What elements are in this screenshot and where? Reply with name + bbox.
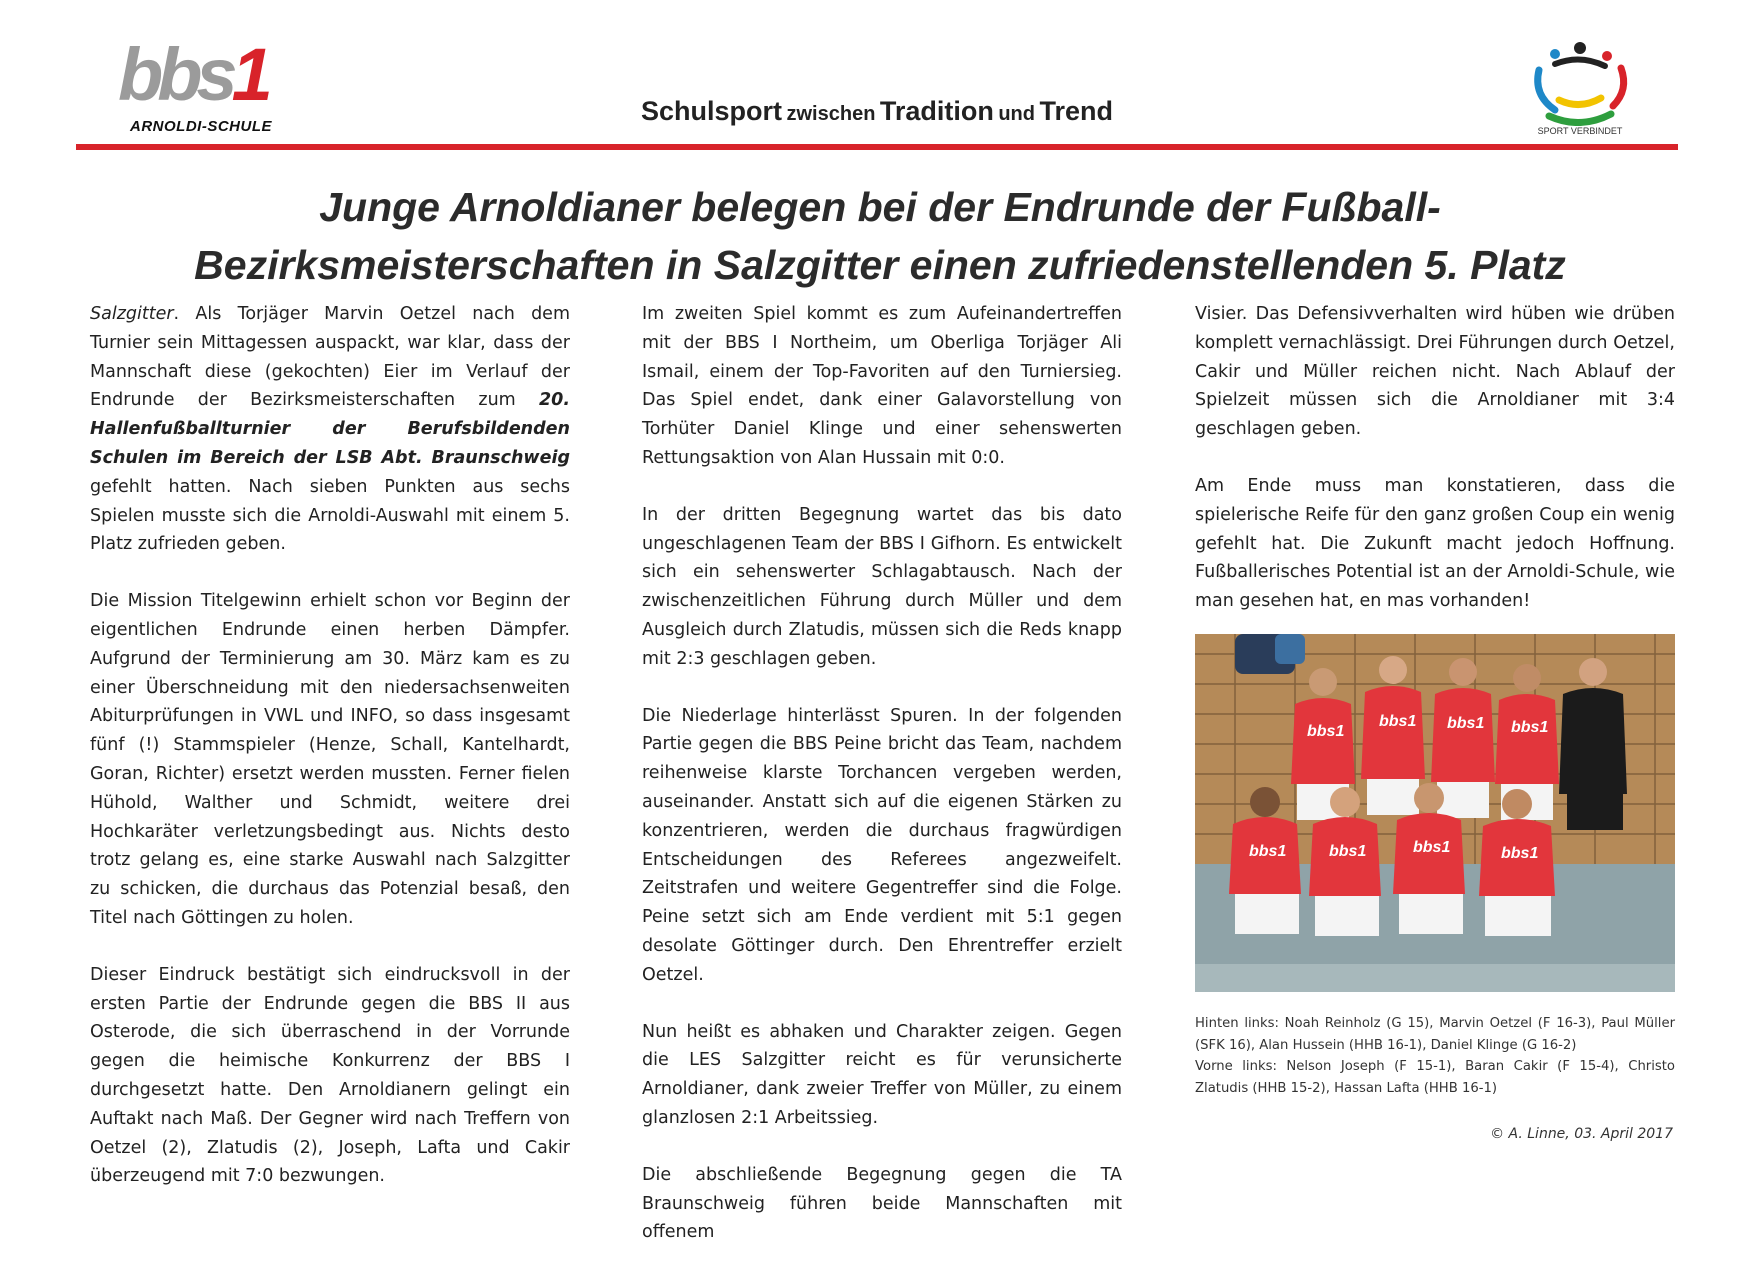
shirt-logo: bbs1 — [1501, 845, 1539, 862]
paragraph-9: Am Ende muss man konstatieren, dass die spielerische Reife für den ganz großen Coup ein wenig gefehlt hat. Die Zukunft macht jedoch Hoffnung. Fußballerisches Potential ist an der Arnoldi-Schule, wie man gesehen hat, en mas vorhanden! — [1195, 475, 1675, 612]
caption-front-row: Vorne links: Nelson Joseph (F 15-1), Baran Cakir (F 15-4), Christo Zlatudis (HHB 15-2), Hassan Lafta (HHB 16-1) — [1195, 1059, 1675, 1096]
header-divider — [76, 144, 1678, 150]
article-column-3 — [1195, 300, 1675, 644]
paragraph-5: In der dritten Begegnung wartet das bis dato ungeschlagenen Team der BBS I Gifhorn. Es entwickelt sich ein sehenswerter Schlagabtausch. Nach der zwischenzeitlichen Führung durch Müller und dem Ausgleich durch Zlatudis, müssen sich die Reds knapp mit 2:3 geschlagen geben. — [642, 504, 1122, 669]
sport-verbindet-icon — [1525, 40, 1635, 126]
shirt-logo: bbs1 — [1447, 715, 1485, 732]
paragraph-2: Die Mission Titelgewinn erhielt schon vor Beginn der eigentlichen Endrunde einen herben Dämpfer. Aufgrund der Terminierung am 30. März kam es zu einer Überschneidung mit den niedersachsenweiten Abiturprüfungen in VWL und INFO, so dass insgesamt fünf (!) Stammspieler (Henze, Schall, Kantelhardt, Goran, Richter) ersetzt werden mussten. Ferner fielen Hühold, Walther und Schmidt, weitere drei Hochkaräter verletzungsbedingt aus. Nichts desto trotz gelang es, eine starke Auswahl nach Salzgitter zu schicken, die durchaus das Potenzial besaß, den Titel nach Göttingen zu holen. — [90, 591, 570, 928]
article-column-2 — [642, 300, 1122, 1275]
article-headline — [80, 178, 1680, 294]
paragraph-1: Salzgitter. Als Torjäger Marvin Oetzel nach dem Turnier sein Mittagessen auspackt, war klar, dass der Mannschaft diese (gekochten) Eier im Verlauf der Endrunde der Bezirksmeisterschaften zum 20. Hallenfußballturnier der Berufsbildenden Schulen im Bereich der LSB Abt. Braunschweig gefehlt hatten. Nach sieben Punkten aus sechs Spielen musste sich die Arnoldi-Auswahl mit einem 5. Platz zufrieden geben. — [90, 304, 570, 555]
shirt-logo: bbs1 — [1329, 843, 1367, 860]
team-photo — [1195, 634, 1675, 992]
shirt-logo: bbs1 — [1511, 719, 1549, 736]
paragraph-8-end: Visier. Das Defensivverhalten wird hüben wie drüben komplett vernachlässigt. Drei Führungen durch Oetzel, Cakir und Müller reichen nicht. Nach Ablauf der Spielzeit müssen sich die Arnoldianer mit 3:4 geschlagen geben. — [1195, 304, 1675, 440]
dateline: Salzgitter — [90, 304, 174, 324]
shirt-logo: bbs1 — [1379, 713, 1417, 730]
sport-verbindet-logo — [1525, 40, 1635, 144]
bbs1-logo-mark: bbs1 — [118, 33, 267, 116]
shirt-logo: bbs1 — [1249, 843, 1287, 860]
shirt-logo: bbs1 — [1307, 723, 1345, 740]
shirt-logo: bbs1 — [1413, 839, 1451, 856]
photo-caption — [1195, 1013, 1675, 1099]
paragraph-8-start: Die abschließende Begegnung gegen die TA Braunschweig führen beide Mannschaften mit offenem — [642, 1164, 1122, 1243]
page-header-title: Schulsport zwischen Tradition und Trend — [641, 96, 1113, 126]
paragraph-3: Dieser Eindruck bestätigt sich eindrucksvoll in der ersten Partie der Endrunde gegen die BBS II aus Osterode, die sich überraschend in der Vorrunde gegen die heimische Konkurrenz der BBS I durchgesetzt hatte. Den Arnoldianern gelingt ein Auftakt nach Maß. Der Gegner wird nach Treffern von Oetzel (2), Zlatudis (2), Joseph, Lafta und Cakir überzeugend mit 7:0 bezwungen. — [90, 964, 570, 1187]
article-column-1 — [90, 300, 570, 1219]
headline-line-1: Junge Arnoldianer belegen bei der Endrunde der Fußball- — [319, 184, 1441, 230]
sport-logo-text: SPORT VERBINDET — [1537, 126, 1623, 136]
paragraph-4: Im zweiten Spiel kommt es zum Aufeinandertreffen mit der BBS I Northeim, um Oberliga Torjäger Ali Ismail, einem der Top-Favoriten auf den Turniersieg. Das Spiel endet, dank einer Galavorstellung von Torhüter Daniel Klinge und einer sehenswerten Rettungsaktion von Alan Hussain mit 0:0. — [642, 304, 1122, 468]
caption-back-row: Hinten links: Noah Reinholz (G 15), Marvin Oetzel (F 16-3), Paul Müller (SFK 16), Alan Hussein (HHB 16-1), Daniel Klinge (G 16-2) — [1195, 1016, 1675, 1053]
paragraph-6: Die Niederlage hinterlässt Spuren. In der folgenden Partie gegen die BBS Peine bricht das Team, nachdem reihenweise klarste Torchancen vergeben werden, auseinander. Anstatt sich auf die eigenen Stärken zu konzentrieren, werden die durchaus fragwürdigen Entscheidungen des Referees angezweifelt. Zeitstrafen und weitere Gegentreffer sind die Folge. Peine setzt sich am Ende verdient mit 5:1 gegen desolate Göttinger durch. Den Ehrentreffer erzielt Oetzel. — [642, 705, 1122, 985]
paragraph-7: Nun heißt es abhaken und Charakter zeigen. Gegen die LES Salzgitter reicht es für verunsicherte Arnoldianer, dank zweier Treffer von Müller, zu einem glanzlosen 2:1 Arbeitssieg. — [642, 1021, 1122, 1128]
headline-line-2: Bezirksmeisterschaften in Salzgitter einen zufriedenstellenden 5. Platz — [194, 242, 1566, 288]
tournament-name: 20. Hallenfußballturnier der Berufsbildenden Schulen im Bereich der LSB Abt. Braunschweig — [90, 390, 570, 468]
copyright-note: © A. Linne, 03. April 2017 — [1490, 1126, 1673, 1142]
logo-subtitle: ARNOLDI-SCHULE — [130, 118, 272, 135]
